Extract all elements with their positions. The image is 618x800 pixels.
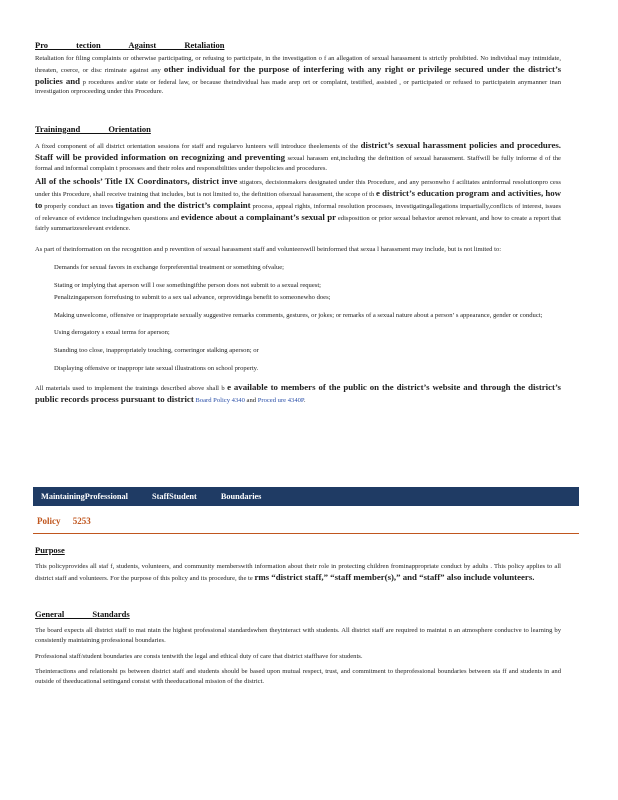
purpose-paragraph [35,562,561,584]
list-item [35,364,561,374]
protection-text-2: p rocedures and/or state or federal law, or because theindividual has made arep ort or complaint, testified, assisted , or participated or refused to participatein anymanner inan investigation orproceeding under this Procedure. [35,78,561,96]
general-paragraph-2: Professional staff/student boundaries are consis tentwith the legal and ethical duty of care that district staffhave for students. [35,652,363,660]
training-p2-bold: All of the schools’ Title IX Coordinators, district inve [35,176,238,187]
list-item [35,311,561,321]
training-p4-bold: e available to members of the public on the district’s website and through the district’s public records process pursuant to district [35,381,561,404]
purpose-text: This policyprovides all staf f, students, volunteers, and community memberswith information about their role in protecting children frominappropriate conduct by adults . This policy applies to all district staff and volunteers. For the purpose of this policy and its procedure, the te [35,563,561,582]
training-p4-end: . [303,396,306,404]
policy-number: Policy 5253 [37,516,91,526]
general-paragraph-3: Theinteractions and relationshi ps between district staff and students should be based upon mutual respect, trust, and commitment to theprofessional boundaries between sta ff and students in and outside of theeducational settingand consist with theeducational mission of the district. [35,668,561,686]
list-item-text: Standing too close, inappropriately touching, corneringor stalking aperson; or [54,347,259,355]
section-general-standards [35,609,561,687]
protection-bold: other individual for the purpose of interfering with any right or privilege secured under the district’s policies and [35,63,561,86]
training-paragraph-2 [35,176,561,233]
section-purpose [35,545,561,584]
protection-text: Retaliation for filing complaints or otherwise participating, or refusing to participate, in the investigation o f an allegation of sexual harassment is strictly prohibited. No individual may intimidate, threaten, coerce, or disc riminate against any [35,55,561,74]
list-item [35,293,561,303]
list-item [35,263,561,273]
list-item [35,346,561,356]
list-item-text: Using derogatory s exual terms for aperson; [54,329,170,337]
training-heading: Trainingand Orientation [35,124,151,134]
purpose-heading: Purpose [35,545,65,555]
procedure-link[interactable]: Proced ure 4340P [257,396,304,404]
protection-paragraph [35,54,561,97]
general-paragraph-1: The board expects all district staff to mai ntain the highest professional standardswhen theyinteract with students. All district staff are required to maintai n an atmosphere conducive to learning by consistently maintaining professional boundaries. [35,627,561,644]
training-paragraph-3: As part of theinformation on the recognition and p revention of sexual harassment staff and volunteerswill beinformed that sexua l harassment may include, but is not limited to: [35,246,502,254]
training-p2-text-b: properly conduct an inves [44,202,114,210]
training-p2-bold-2: e district’s education program and activities, how to [35,188,562,210]
training-p1-bold: district’s sexual harassment policies and procedures. Staff will be provided information on recognizing and preventing [35,140,562,162]
policy-divider [33,533,579,534]
section-title-bar: MaintainingProfessional StaffStudent Boundaries [33,487,579,506]
section-protection [35,40,561,97]
training-p2-bold-4: evidence about a complainant’s sexual pr [180,211,337,222]
harassment-examples-list [35,263,561,374]
purpose-bold: rms “district staff,” “staff member(s),” and “staff” also include volunteers. [254,571,535,582]
training-p2-text-c: process, appeal rights, informal resolution processes, investigatingallegations impartially,conflicts of interest, issues of relevance of evidence includingwhen questions and [35,202,561,222]
list-item [35,281,561,291]
training-p4-and: and [246,396,257,404]
training-paragraph-1 [35,140,561,173]
protection-heading: Pro tection Against Retaliation [35,40,225,50]
list-item-text: Making unwelcome, offensive or inappropriate sexually suggestive remarks comments, gestures, or jokes; or remarks of a sexual nature about a person’ s appearance, gender or conduct; [54,311,543,319]
list-item-text: Displaying offensive or inappropr iate sexual illustrations on school property. [54,364,259,372]
section-training [35,124,561,405]
list-item [35,328,561,338]
training-p4-text: All materials used to implement the trainings described above shall b [35,384,225,392]
list-item-text: Stating or implying that aperson will l ose somethingifthe person does not submit to a sexual request; [54,281,322,289]
training-p2-bold-3: tigation and the district’s complaint [115,199,251,210]
training-p2-text-a: stigators, decisionmakers designated under this Procedure, and any personwho f acilitates aninformal resolutionpro cess under this Procedure, shall receive training that includes, but is not limited to, the definition ofsexual harassment, the scope of th [35,179,561,199]
board-policy-link[interactable]: Board Policy 4340 [195,396,245,404]
training-p2-text-d: edisposition or prior sexual behavior arenot relevant, and how to create a report that fairly summarizesrelevant evidence. [35,214,561,232]
list-item-text: Demands for sexual favors in exchange forpreferential treatment or something ofvalue; [54,264,284,272]
training-paragraph-4 [35,382,561,406]
training-p1-text: A fixed component of all district orientation sessions for staff and regularvo lunteers will introduce theelements of the [35,143,359,150]
list-item-text: Penalizingaperson forrefusing to submit to a sex ual advance, orprovidinga benefit to someonewho does; [54,293,331,301]
training-p1-rest: sexual harassm ent,including the definition of sexual harassment. Staffwill be fully informe d of the formal and informal complain t processes and their roles and responsibilities under thepolicies and procedures. [35,154,561,172]
general-standards-heading: General Standards [35,609,130,619]
